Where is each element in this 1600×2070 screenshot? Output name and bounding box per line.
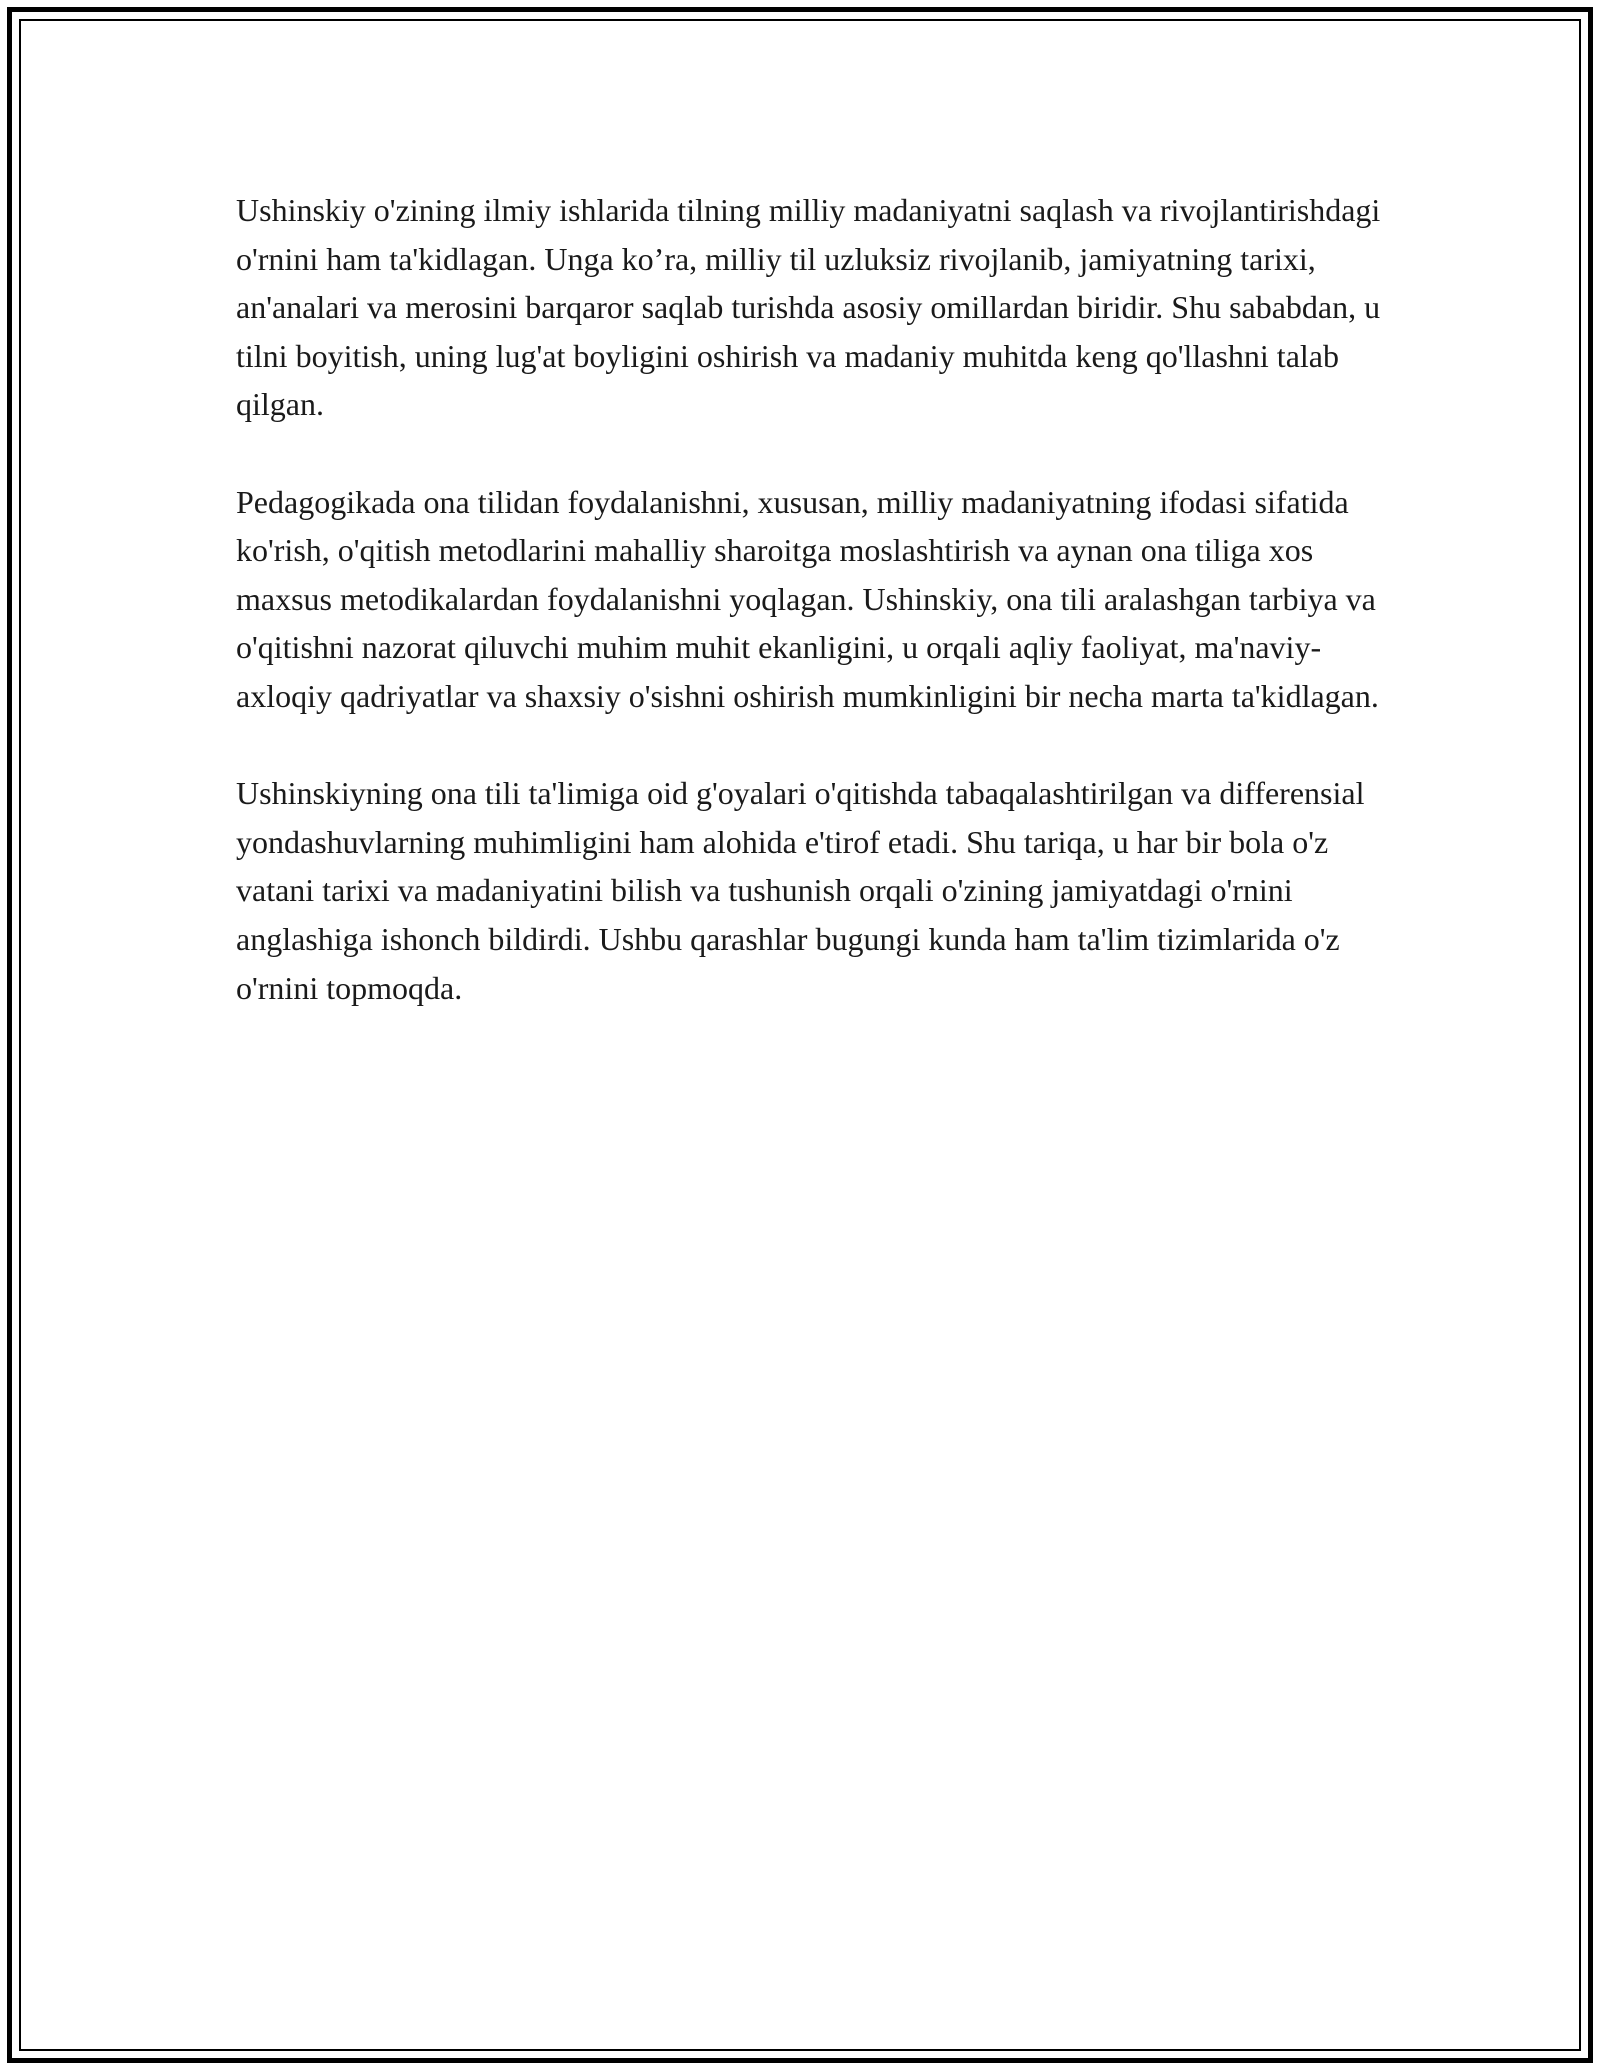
body-text: [236, 186, 1386, 1061]
paragraph-1: Ushinskiy o'zining ilmiy ishlarida tilning milliy madaniyatni saqlash va rivojlantirishdagi o'rnini ham ta'kidlagan. Unga ko’ra, milliy til uzluksiz rivojlanib, jamiyatning tarixi, an'analari va merosini barqaror saqlab turishda asosiy omillardan biridir. Shu sababdan, u tilni boyitish, uning lug'at boyligini oshirish va madaniy muhitda keng qo'llashni talab qilgan.: [236, 192, 1381, 423]
paragraph-2: Pedagogikada ona tilidan foydalanishni, xususan, milliy madaniyatning ifodasi sifatida ko'rish, o'qitish metodlarini mahalliy sharoitga moslashtirish va aynan ona tiliga xos maxsus metodikalardan foydalanishni yoqlagan. Ushinskiy, ona tili aralashgan tarbiya va o'qitishni nazorat qiluvchi muhim muhit ekanligini, u orqali aqliy faoliyat, ma'naviy-axloqiy qadriyatlar va shaxsiy o'sishni oshirish mumkinligini bir necha marta ta'kidlagan.: [236, 483, 1379, 714]
paragraph-3: Ushinskiyning ona tili ta'limiga oid g'oyalari o'qitishda tabaqalashtirilgan va differensial yondashuvlarning muhimligini ham alohida e'tirof etadi. Shu tariqa, u har bir bola o'z vatani tarixi va madaniyatini bilish va tushunish orqali o'zining jamiyatdagi o'rnini anglashiga ishonch bildirdi. Ushbu qarashlar bugungi kunda ham ta'lim tizimlarida o'z o'rnini topmoqda.: [236, 775, 1365, 1006]
